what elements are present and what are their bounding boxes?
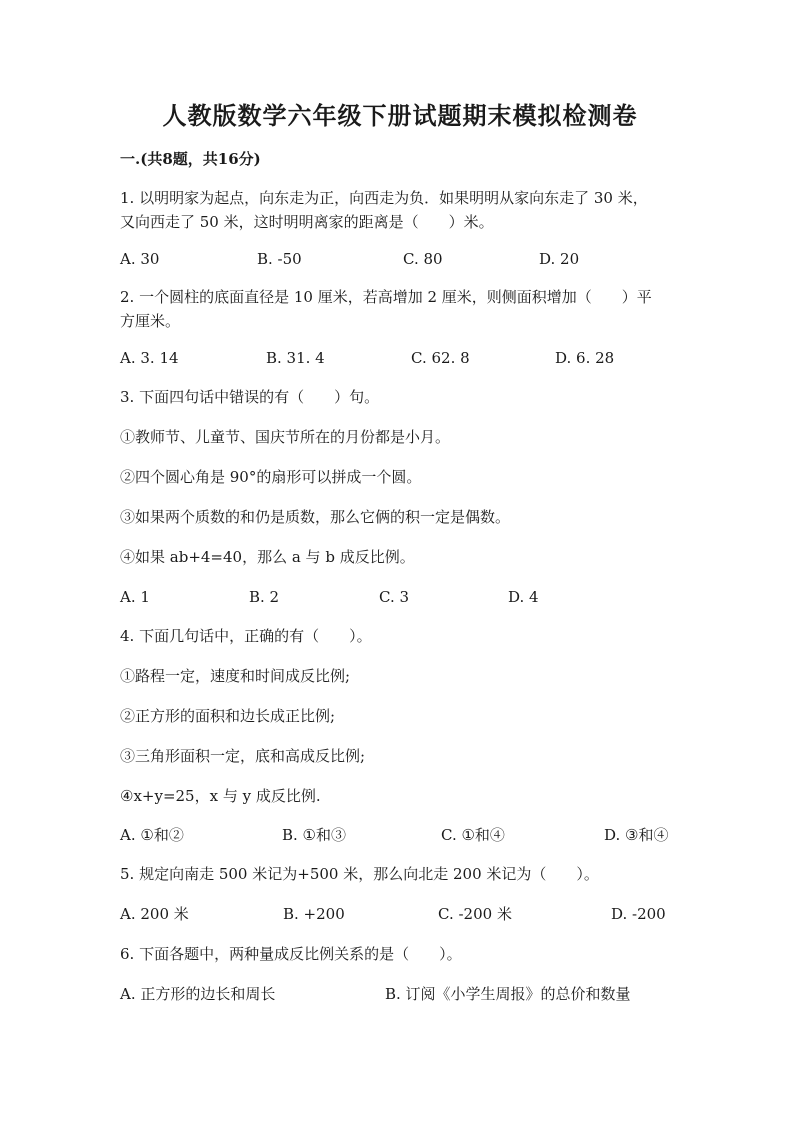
question-3-option-a[interactable]: A. 1 (120, 588, 150, 606)
question-4-stem: 4. 下面几句话中，正确的有（ ）。 (120, 627, 372, 645)
question-5-options (120, 902, 680, 926)
question-1-option-d[interactable]: D. 20 (539, 250, 580, 268)
question-3-options (120, 585, 680, 609)
question-2-options (120, 346, 680, 370)
question-4-option-a[interactable]: A. ①和② (120, 826, 184, 844)
question-4-options (120, 823, 680, 847)
question-2-line-1: 2. 一个圆柱的底面直径是 10 厘米，若高增加 2 厘米，则侧面积增加（ ）平 (120, 288, 652, 306)
page-title: 人教版数学六年级下册试题期末模拟检测卷 (162, 101, 638, 130)
question-3-statement-3: ③如果两个质数的和仍是质数，那么它俩的积一定是偶数。 (120, 508, 511, 526)
question-5-option-d[interactable]: D. -200 (611, 905, 666, 923)
question-1-line-1: 1. 以明明家为起点，向东走为正，向西走为负．如果明明从家向东走了 30 米， (120, 189, 648, 207)
question-6-option-b[interactable]: B. 订阅《小学生周报》的总价和数量 (385, 985, 631, 1003)
question-4-statement-3: ③三角形面积一定，底和高成反比例; (120, 747, 366, 765)
question-3-option-d[interactable]: D. 4 (508, 588, 539, 606)
question-4-option-c[interactable]: C. ①和④ (441, 826, 505, 844)
question-1-options (120, 247, 680, 271)
question-3-statement-4: ④如果 ab+4=40，那么 a 与 b 成反比例。 (120, 548, 415, 566)
question-5-option-c[interactable]: C. -200 米 (438, 905, 512, 923)
question-5-option-b[interactable]: B. +200 (283, 905, 345, 923)
question-3-statement-1: ①教师节、儿童节、国庆节所在的月份都是小月。 (120, 428, 451, 446)
question-1-option-b[interactable]: B. -50 (257, 250, 302, 268)
question-2-option-b[interactable]: B. 31. 4 (266, 349, 325, 367)
question-4-statement-4: ④x+y=25，x 与 y 成反比例. (120, 787, 321, 805)
question-2-option-a[interactable]: A. 3. 14 (120, 349, 179, 367)
question-1-option-a[interactable]: A. 30 (120, 250, 160, 268)
question-4-option-d[interactable]: D. ③和④ (604, 826, 669, 844)
question-3-option-c[interactable]: C. 3 (379, 588, 410, 606)
question-3-statement-2: ②四个圆心角是 90°的扇形可以拼成一个圆。 (120, 468, 422, 486)
question-2-line-2: 方厘米。 (120, 312, 181, 330)
question-1-option-c[interactable]: C. 80 (403, 250, 443, 268)
question-5-option-a[interactable]: A. 200 米 (120, 905, 189, 923)
question-6-options (120, 982, 680, 1006)
question-4-statement-1: ①路程一定，速度和时间成反比例; (120, 667, 351, 685)
question-3-option-b[interactable]: B. 2 (249, 588, 280, 606)
question-6-stem: 6. 下面各题中，两种量成反比例关系的是（ ）。 (120, 945, 462, 963)
section-heading: 一.(共8题，共16分) (120, 150, 261, 168)
question-1-line-2: 又向西走了 50 米，这时明明离家的距离是（ ）米。 (120, 213, 494, 231)
question-6-option-a[interactable]: A. 正方形的边长和周长 (120, 985, 276, 1003)
question-4-statement-2: ②正方形的面积和边长成正比例; (120, 707, 336, 725)
question-2-option-c[interactable]: C. 62. 8 (411, 349, 470, 367)
question-3-stem: 3. 下面四句话中错误的有（ ）句。 (120, 388, 380, 406)
question-2-option-d[interactable]: D. 6. 28 (555, 349, 615, 367)
question-4-option-b[interactable]: B. ①和③ (282, 826, 347, 844)
question-5-stem: 5. 规定向南走 500 米记为+500 米，那么向北走 200 米记为（ ）。 (120, 865, 599, 883)
